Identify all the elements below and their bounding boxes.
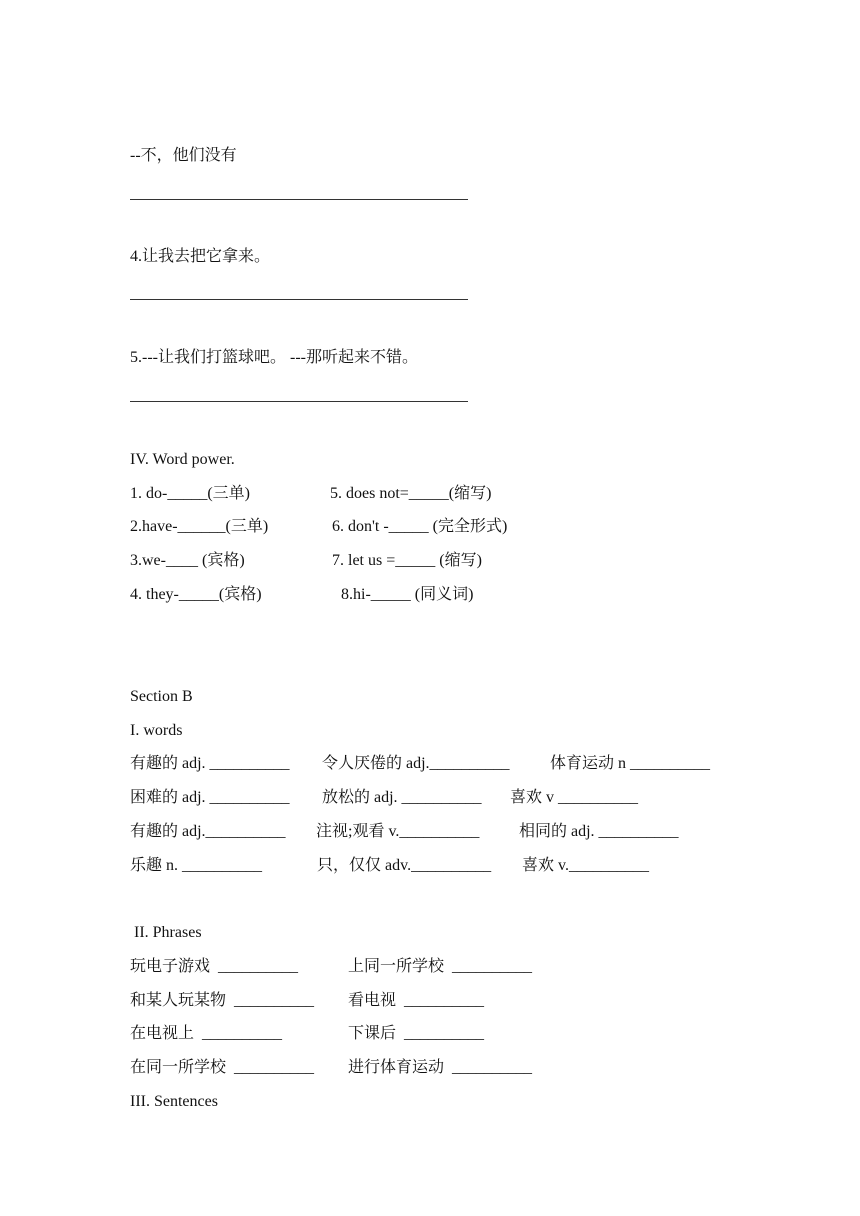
phrase-item: 上同一所学校 __________ [348,958,533,975]
sentences-heading: III. Sentences [130,1093,218,1110]
word-power-item: 4. they-_____(宾格) [130,586,262,603]
translation-item-5: 5.---让我们打篮球吧。 ---那听起来不错。 [130,349,418,366]
word-item: 有趣的 adj. __________ [130,755,290,772]
word-power-item: 1. do-_____(三单) [130,485,250,502]
answer-line [130,401,468,402]
word-item: 体育运动 n __________ [550,755,711,772]
word-item: 有趣的 adj.__________ [130,823,286,840]
answer-line [130,299,468,300]
word-power-item: 2.have-______(三单) [130,518,269,535]
phrases-heading: II. Phrases [130,924,202,941]
phrase-item: 在电视上 __________ [130,1025,283,1042]
word-item: 喜欢 v __________ [510,789,639,806]
word-item: 只，仅仅 adv.__________ [317,857,492,874]
word-item: 困难的 adj. __________ [130,789,290,806]
word-power-item: 5. does not=_____(缩写) [330,485,492,502]
word-item: 注视;观看 v.__________ [316,823,480,840]
word-power-item: 3.we-____ (宾格) [130,552,245,569]
word-item: 相同的 adj. __________ [519,823,679,840]
answer-line [130,199,468,200]
phrase-item: 和某人玩某物 __________ [130,992,315,1009]
word-power-heading: IV. Word power. [130,451,235,468]
word-item: 放松的 adj. __________ [322,789,482,806]
word-power-item: 7. let us =_____ (缩写) [332,552,482,569]
phrase-item: 下课后 __________ [348,1025,485,1042]
translation-item-4: 4.让我去把它拿来。 [130,248,271,265]
word-item: 乐趣 n. __________ [130,857,263,874]
phrase-item: 进行体育运动 __________ [348,1059,533,1076]
word-item: 喜欢 v.__________ [522,857,649,874]
section-heading: Section B [130,688,193,705]
words-heading: I. words [130,722,183,739]
translation-reply: --不，他们没有 [130,147,237,164]
phrase-item: 玩电子游戏 __________ [130,958,299,975]
phrase-item: 看电视 __________ [348,992,485,1009]
phrase-item: 在同一所学校 __________ [130,1059,315,1076]
word-power-item: 6. don't -_____ (完全形式) [332,518,508,535]
word-power-item: 8.hi-_____ (同义词) [341,586,474,603]
word-item: 令人厌倦的 adj.__________ [322,755,510,772]
